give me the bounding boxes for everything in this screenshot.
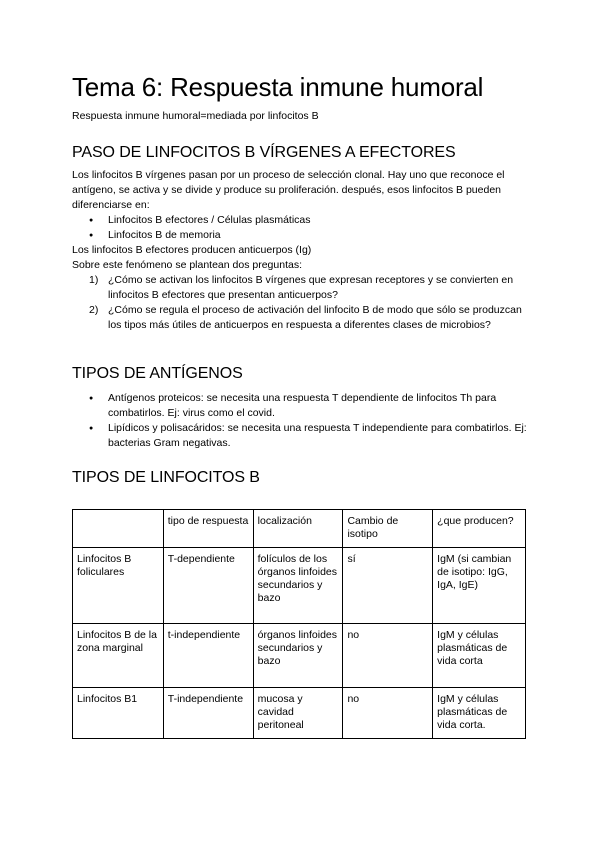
antigen-types-list (72, 391, 530, 451)
b-cell-types-table (72, 509, 526, 739)
list-item: ● Linfocitos B efectores / Células plasmáticas (72, 213, 530, 228)
antibody-line: Los linfocitos B efectores producen anticuerpos (Ig) (72, 244, 312, 256)
table-row (73, 624, 526, 688)
table-cell: Linfocitos B foliculares (73, 548, 164, 624)
table-cell: t-independiente (163, 624, 253, 688)
table-cell: T-dependiente (163, 548, 253, 624)
question-text: ¿Cómo se regula el proceso de activación del linfocito B de modo que sólo se produzcan los tipos más útiles de anticuerpos en respuesta a diferentes clases de microbios? (108, 304, 522, 331)
table-header-cell (73, 510, 164, 548)
list-number: 2) (89, 304, 99, 316)
table-cell: órganos linfoides secundarios y bazo (253, 624, 343, 688)
question-text: ¿Cómo se activan los linfocitos B vírgenes que expresan receptores y se convierten en linfocitos B efectores que presentan anticuerpos? (108, 274, 514, 301)
table-cell: T-independiente (163, 688, 253, 739)
table-cell: Linfocitos B de la zona marginal (73, 624, 164, 688)
table-cell: folículos de los órganos linfoides secundarios y bazo (253, 548, 343, 624)
table-cell: mucosa y cavidad peritoneal (253, 688, 343, 739)
section-heading-antigens: TIPOS DE ANTÍGENOS (72, 365, 243, 382)
table-cell: Linfocitos B1 (73, 688, 164, 739)
list-number: 1) (89, 274, 99, 286)
page-subtitle: Respuesta inmune humoral=mediada por linfocitos B (72, 110, 319, 122)
table-header-cell: localización (253, 510, 343, 548)
list-item: ● Linfocitos B de memoria (72, 228, 530, 243)
table-header-row (73, 510, 526, 548)
cell-types-list (72, 213, 530, 243)
table-cell: no (343, 624, 433, 688)
table-row (73, 688, 526, 739)
table-cell: sí (343, 548, 433, 624)
questions-list (72, 273, 530, 333)
table-header-cell: Cambio de isotipo (343, 510, 433, 548)
section-intro-text: Los linfocitos B vírgenes pasan por un proceso de selección clonal. Hay uno que reconoce el antígeno, se activa y se divide y produce su proliferación. después, esos linfocitos B pueden diferenciarse en: (72, 169, 505, 211)
page-title: Tema 6: Respuesta inmune humoral (72, 72, 484, 102)
section-heading-activation: PASO DE LINFOCITOS B VÍRGENES A EFECTORES (72, 144, 456, 161)
table-cell: IgM y células plasmáticas de vida corta (433, 624, 526, 688)
list-item: ● Lipídicos y polisacáridos: se necesita una respuesta T independiente para combatirlos. Ej: bacterias Gram negativas. (72, 421, 530, 451)
table-header-cell: ¿que producen? (433, 510, 526, 548)
table-cell: IgM y células plasmáticas de vida corta. (433, 688, 526, 739)
questions-intro: Sobre este fenómeno se plantean dos preguntas: (72, 259, 302, 271)
list-item: ● Antígenos proteicos: se necesita una respuesta T dependiente de linfocitos Th para combatirlos. Ej: virus como el covid. (72, 391, 530, 421)
list-item (72, 273, 530, 303)
table-cell: IgM (si cambian de isotipo: IgG, IgA, IgE) (433, 548, 526, 624)
section-heading-b-cells: TIPOS DE LINFOCITOS B (72, 469, 260, 486)
table-cell: no (343, 688, 433, 739)
list-item (72, 303, 530, 333)
table-row (73, 548, 526, 624)
table-header-cell: tipo de respuesta (163, 510, 253, 548)
